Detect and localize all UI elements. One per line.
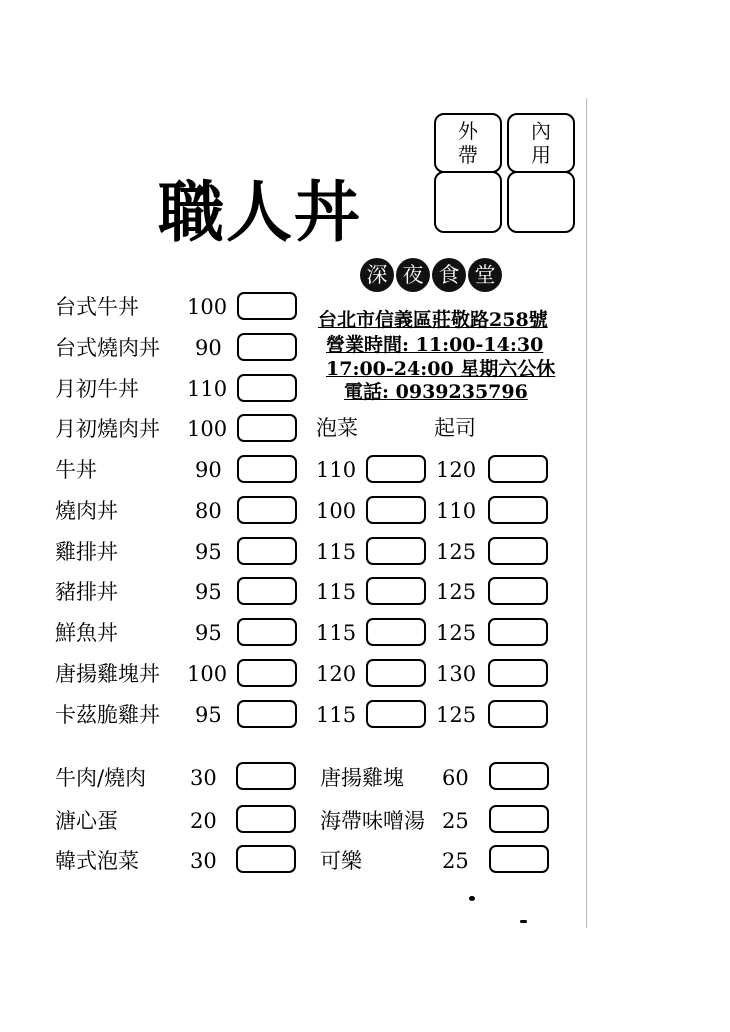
cheese-price: 110 <box>436 498 477 523</box>
kimchi-price: 110 <box>316 458 357 482</box>
subtitle-char-4: 堂 <box>468 258 502 292</box>
menu-item-price: 95 <box>195 621 222 645</box>
subtitle-char-2: 夜 <box>396 258 430 292</box>
menu-item-name: 牛丼 <box>55 458 97 482</box>
kimchi-price: 115 <box>316 702 357 727</box>
menu-item-quantity-box[interactable] <box>237 455 297 483</box>
cheese-quantity-box[interactable] <box>488 455 548 483</box>
kimchi-quantity-box[interactable] <box>366 700 426 728</box>
extra-item-price: 25 <box>442 849 469 873</box>
kimchi-quantity-box[interactable] <box>366 577 426 605</box>
menu-item-quantity-box[interactable] <box>237 414 297 442</box>
kimchi-quantity-box[interactable] <box>366 659 426 687</box>
cheese-quantity-box[interactable] <box>488 496 548 524</box>
extra-item-name: 韓式泡菜 <box>55 849 139 873</box>
menu-item-price: 110 <box>187 376 228 401</box>
menu-item-name: 台式牛丼 <box>55 295 139 319</box>
extra-item-price: 30 <box>190 849 217 873</box>
menu-item-name: 唐揚雞塊丼 <box>55 661 160 686</box>
extra-item-price: 25 <box>442 809 469 833</box>
cheese-quantity-box[interactable] <box>488 537 548 565</box>
extra-item-name: 牛肉/燒肉 <box>55 766 147 790</box>
menu-item-quantity-box[interactable] <box>237 496 297 524</box>
takeout-label-char-1: 外 <box>458 119 478 143</box>
menu-item-quantity-box[interactable] <box>237 618 297 646</box>
subtitle-char-1: 深 <box>360 258 394 292</box>
cheese-price: 120 <box>436 458 477 482</box>
menu-item-price: 100 <box>187 295 228 319</box>
extra-item-name: 唐揚雞塊 <box>320 766 404 790</box>
menu-item-price: 95 <box>195 580 222 605</box>
cheese-price: 125 <box>436 580 477 605</box>
stray-mark <box>520 920 527 923</box>
extra-item-quantity-box[interactable] <box>236 805 296 833</box>
menu-item-quantity-box[interactable] <box>237 537 297 565</box>
kimchi-price: 120 <box>316 661 357 686</box>
extra-item-quantity-box[interactable] <box>236 845 296 873</box>
menu-item-quantity-box[interactable] <box>237 700 297 728</box>
menu-item-price: 90 <box>195 458 222 482</box>
kimchi-price: 115 <box>316 539 357 564</box>
cheese-price: 125 <box>436 621 477 645</box>
menu-item-name: 豬排丼 <box>55 580 118 605</box>
menu-item-name: 卡茲脆雞丼 <box>55 702 160 727</box>
menu-item-quantity-box[interactable] <box>237 292 297 320</box>
store-phone: 電話: 0939235796 <box>344 381 528 403</box>
kimchi-quantity-box[interactable] <box>366 496 426 524</box>
extra-item-price: 30 <box>190 766 217 790</box>
takeout-label-box <box>434 113 502 173</box>
subtitle-char-3: 食 <box>432 258 466 292</box>
menu-item-quantity-box[interactable] <box>237 659 297 687</box>
extra-item-quantity-box[interactable] <box>489 762 549 790</box>
menu-item-name: 燒肉丼 <box>55 498 118 523</box>
takeout-label-char-2: 帶 <box>458 143 478 167</box>
menu-item-price: 95 <box>195 702 222 727</box>
menu-item-name: 雞排丼 <box>55 539 118 564</box>
menu-item-quantity-box[interactable] <box>237 374 297 402</box>
menu-item-price: 100 <box>187 661 228 686</box>
takeout-checkbox[interactable] <box>434 171 502 233</box>
extra-item-quantity-box[interactable] <box>236 762 296 790</box>
dine-in-label-char-1: 內 <box>531 119 551 143</box>
kimchi-price: 115 <box>316 621 357 645</box>
cheese-quantity-box[interactable] <box>488 700 548 728</box>
menu-item-name: 台式燒肉丼 <box>55 335 160 360</box>
cheese-quantity-box[interactable] <box>488 577 548 605</box>
logo-title: 職人丼 <box>158 173 362 251</box>
store-hours-1: 營業時間: 11:00-14:30 <box>326 334 544 356</box>
menu-item-quantity-box[interactable] <box>237 577 297 605</box>
cheese-price: 130 <box>436 661 477 686</box>
cheese-quantity-box[interactable] <box>488 659 548 687</box>
menu-item-name: 月初牛丼 <box>55 376 139 401</box>
cheese-column-header: 起司 <box>434 416 476 440</box>
dine-in-label-box <box>507 113 575 173</box>
kimchi-quantity-box[interactable] <box>366 455 426 483</box>
kimchi-quantity-box[interactable] <box>366 537 426 565</box>
dine-in-label-char-2: 用 <box>531 143 551 167</box>
kimchi-price: 100 <box>316 498 357 523</box>
extra-item-name: 可樂 <box>320 849 362 873</box>
kimchi-column-header: 泡菜 <box>316 416 358 440</box>
extra-item-name: 溏心蛋 <box>55 809 118 833</box>
page-edge-line <box>586 98 587 928</box>
store-hours-2: 17:00-24:00 星期六公休 <box>326 358 556 380</box>
stray-mark <box>469 896 475 901</box>
extra-item-price: 60 <box>442 766 469 790</box>
menu-item-name: 月初燒肉丼 <box>55 417 160 442</box>
cheese-quantity-box[interactable] <box>488 618 548 646</box>
extra-item-name: 海帶味噌湯 <box>320 809 425 833</box>
menu-item-price: 95 <box>195 539 222 564</box>
menu-item-price: 90 <box>195 335 222 360</box>
menu-item-price: 100 <box>187 417 228 442</box>
kimchi-price: 115 <box>316 580 357 605</box>
cheese-price: 125 <box>436 539 477 564</box>
kimchi-quantity-box[interactable] <box>366 618 426 646</box>
extra-item-quantity-box[interactable] <box>489 805 549 833</box>
menu-item-price: 80 <box>195 498 222 523</box>
store-address: 台北市信義區莊敬路258號 <box>318 309 548 331</box>
extra-item-quantity-box[interactable] <box>489 845 549 873</box>
cheese-price: 125 <box>436 702 477 727</box>
extra-item-price: 20 <box>190 809 217 833</box>
menu-item-quantity-box[interactable] <box>237 333 297 361</box>
dine-in-checkbox[interactable] <box>507 171 575 233</box>
menu-item-name: 鮮魚丼 <box>55 621 118 645</box>
